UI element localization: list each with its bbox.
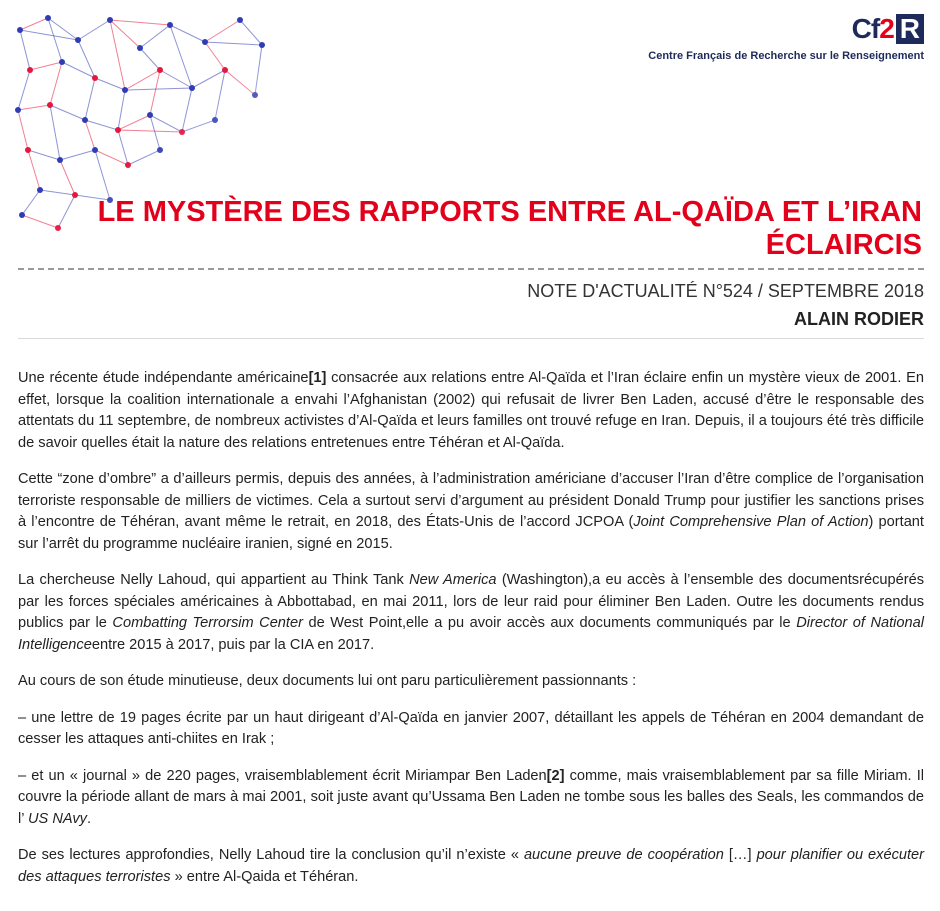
- dashed-divider: [18, 268, 924, 270]
- paragraph-2-text-a: Cette “zone d’ombre” a d’ailleurs permis, depuis des années, à l’administration américiane d’accuser l’Iran d’être complice de l’organisation terroriste responsable de milliers de victimes. Cela a surtout servi d’argument au président Donald Trump pour justifier les sanctions prises à l’encontre de Téhéran, avant même le retrait, en 2018, des États-Unis de l’accord JCPOA (: [18, 471, 924, 530]
- thin-divider: [18, 338, 924, 339]
- paragraph-3-text-c: de West Point,elle a pu avoir accès aux documents communiqués par le: [302, 615, 797, 631]
- paragraph-4: Au cours de son étude minutieuse, deux documents lui ont paru particulièrement passionnants :: [18, 673, 637, 689]
- logo-tagline: Centre Français de Recherche sur le Renseignement: [648, 50, 924, 62]
- paragraph-7-text-a: De ses lectures approfondies, Nelly Lahoud tire la conclusion qu’il n’existe «: [18, 847, 524, 863]
- logo-r-box: R: [896, 14, 924, 44]
- paragraph-5: – une lettre de 19 pages écrite par un haut dirigeant d’Al-Qaïda en janvier 2007, détaillant les appels de Téhéran en 2004 demandant de cesser les attaques anti-chiites en Irak ;: [18, 709, 924, 747]
- cf2r-logo: [648, 14, 924, 62]
- paragraph-3-emphasis-3: Director of National Intelligence: [18, 615, 925, 653]
- paragraph-1-text-b: consacrée aux relations entre Al-Qaïda et l’Iran éclaire enfin un mystère vieux de 2001. En effet, lorsque la coalition internationale a envahi l’Afghanistan (2002) qui refusait de livrer Ben Laden, accusé d’être le responsable des attentats du 11 septembre, de nombreux activistes d’Al-Qaïda et leurs familles ont trouvé refuge en Iran. Depuis, il a toujours été très difficile de savoir quelles était la nature des relations entretenues entre Téhéran et Al-Qaïda.: [18, 370, 924, 451]
- footnote-link-2[interactable]: [2]: [546, 767, 565, 784]
- paragraph-2: [18, 469, 924, 555]
- paragraph-3-emphasis-2: Combatting Terrorsim Center: [112, 615, 303, 631]
- logo-two-text: 2: [879, 13, 894, 44]
- paragraph-3: [18, 570, 924, 656]
- paragraph-3-text-a: La chercheuse Nelly Lahoud, qui appartient au Think Tank: [18, 572, 410, 588]
- paragraph-7: [18, 845, 924, 888]
- paragraph-1: [18, 368, 924, 454]
- paragraph-3-text-d: entre 2015 à 2017, puis par la CIA en 2017.: [91, 636, 375, 653]
- paragraph-7-text-b: […]: [723, 847, 757, 863]
- document-title: LE MYSTÈRE DES RAPPORTS ENTRE AL-QAÏDA ET L’IRAN ÉCLAIRCIS: [97, 196, 922, 261]
- note-reference: NOTE D'ACTUALITÉ N°524 / SEPTEMBRE 2018: [527, 281, 924, 301]
- paragraph-7-emphasis-1: aucune preuve de coopération: [523, 847, 724, 863]
- paragraph-6-text-b: comme, mais vraisemblablement par sa fille Miriam. Il couvre la période allant de mars à mai 2001, soit juste avant qu’Ussama Ben Laden ne tombe sous les balles des Seals, les commandos de l’: [18, 767, 924, 827]
- paragraph-6-text-a: – et un « journal » de 220 pages, vraisemblablement écrit Miriampar Ben Laden: [18, 767, 547, 784]
- paragraph-7-text-c: » entre Al-Qaida et Téhéran.: [170, 868, 359, 885]
- paragraph-2-emphasis: Joint Comprehensive Plan of Action: [633, 514, 869, 530]
- paragraph-1-text-a: Une récente étude indépendante américaine: [18, 370, 309, 386]
- footnote-link-1[interactable]: [1]: [308, 370, 327, 386]
- article-body: [18, 368, 924, 903]
- paragraph-6-emphasis: US NAvy: [28, 810, 87, 827]
- paragraph-3-emphasis-1: New America: [409, 572, 497, 588]
- paragraph-2-text-b: ) portant sur l’arrêt du programme nucléaire iranien, signé en 2015.: [18, 514, 924, 552]
- logo-cf-text: Cf: [851, 13, 880, 44]
- paragraph-6: [18, 766, 924, 831]
- author-name: ALAIN RODIER: [794, 309, 924, 329]
- paragraph-6-text-c: .: [86, 810, 91, 827]
- paragraph-3-text-b: (Washington),a eu accès à l’ensemble des documentsrécupérés par les forces spéciales américaines à Abbottabad, en mai 2011, lors de leur raid pour éliminer Ben Laden. Outre les documents rendus publics par le: [18, 572, 925, 631]
- logo-mark: [852, 14, 924, 44]
- paragraph-7-emphasis-2: pour planifier ou exécuter des attaques terroristes: [18, 847, 925, 885]
